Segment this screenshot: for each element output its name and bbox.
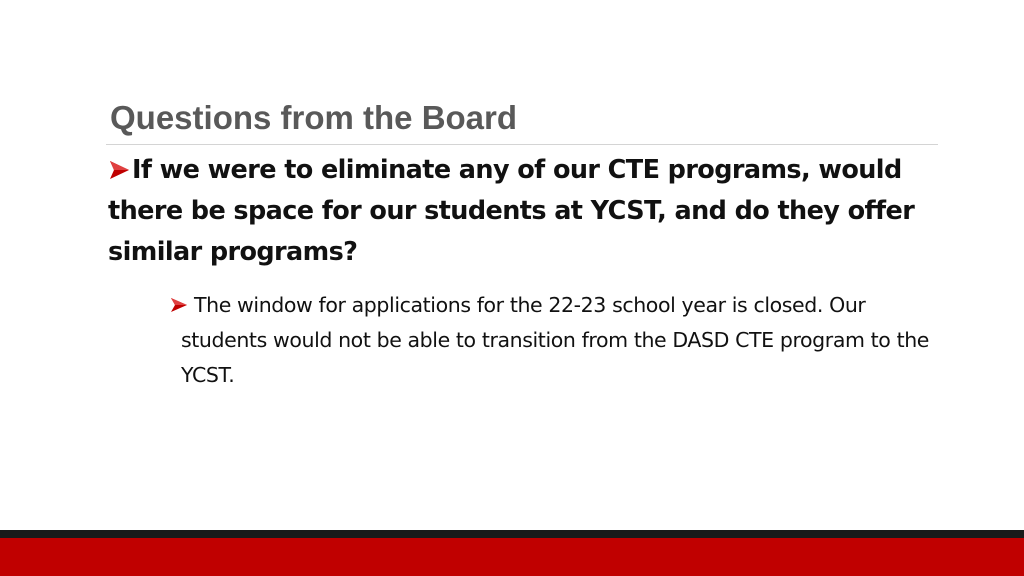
arrow-bullet-icon: [170, 297, 188, 313]
footer-stripe: [0, 530, 1024, 538]
title-divider: [106, 144, 938, 145]
question-bullet: [108, 150, 938, 273]
slide-title: Questions from the Board: [110, 99, 518, 136]
answer-text: The window for applications for the 22-23 school year is closed. Our students would not be able to transition from the DASD CTE program to the YCST.: [181, 293, 930, 387]
arrow-bullet-icon: [108, 160, 130, 180]
question-text: If we were to eliminate any of our CTE programs, would there be space for our students at YCST, and do they offer similar programs?: [108, 155, 915, 267]
footer-bar: [0, 538, 1024, 576]
answer-bullet: [170, 288, 941, 393]
